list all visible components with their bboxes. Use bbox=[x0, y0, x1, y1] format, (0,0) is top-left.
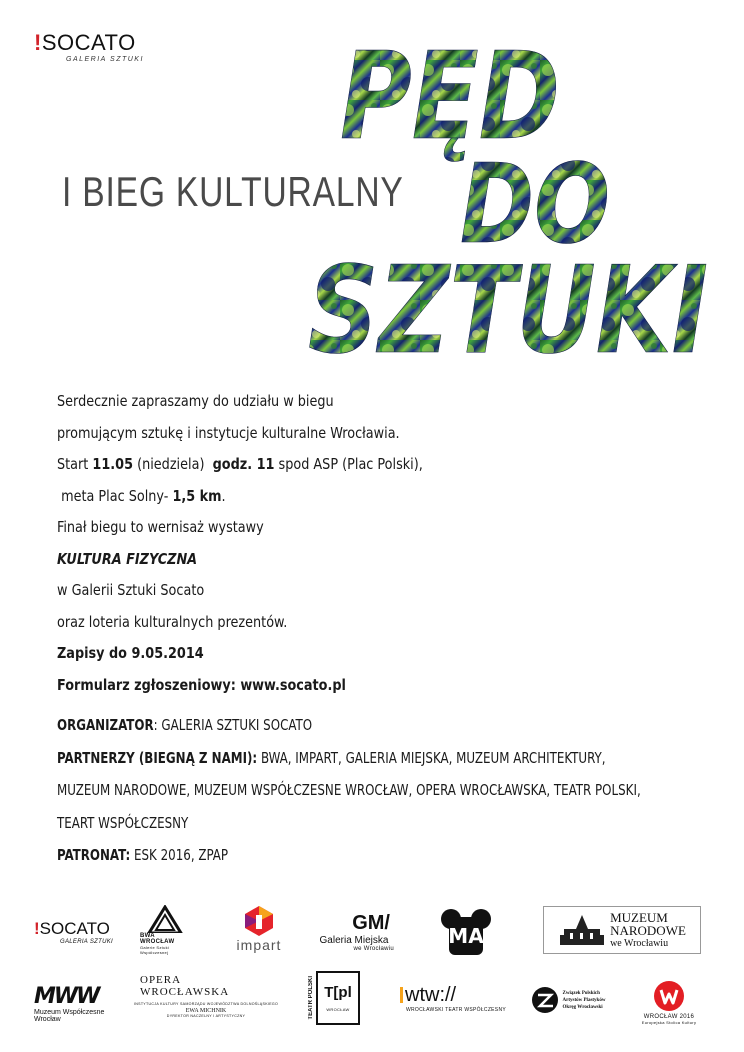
partners-value: BWA, IMPART, GALERIA MIEJSKA, MUZEUM ARCHITEKTURY, bbox=[257, 748, 606, 767]
organizer-label: ORGANIZATOR bbox=[57, 716, 154, 734]
svg-text:MA: MA bbox=[448, 924, 484, 948]
intro-line: Finał biegu to wernisaż wystawy bbox=[57, 518, 264, 536]
galeria-miejska-logo[interactable]: GM/ Galeria Miejska we Wrocławiu bbox=[319, 912, 394, 952]
title-line3: SZTUKI bbox=[308, 242, 708, 360]
museum-building-icon bbox=[558, 913, 606, 947]
socato-sub: GALERIA SZTUKI bbox=[66, 56, 144, 63]
muzeum-wspolczesne-logo[interactable]: MWW Muzeum Współczesne Wrocław bbox=[34, 983, 105, 1023]
muzeum-narodowe-logo[interactable]: MUZEUM NARODOWE we Wrocławiu bbox=[543, 906, 701, 954]
esk-w-icon bbox=[653, 980, 685, 1012]
intro-line: oraz loteria kulturalnych prezentów. bbox=[57, 612, 288, 631]
teatr-polski-logo[interactable]: TEATR POLSKI T[pl WROCŁAW bbox=[306, 970, 362, 1026]
intro-line-start: Start 11.05 (niedziela) godz. 11 spod ASP (Plac Polski), bbox=[57, 455, 423, 473]
start-date: 11.05 bbox=[92, 455, 134, 473]
wtw-logo[interactable]: wtw:// WROCŁAWSKI TEATR WSPÓŁCZESNY bbox=[400, 978, 512, 1018]
patron-value: ESK 2016, ZPAP bbox=[130, 846, 229, 864]
socato-logo[interactable]: !SOCATO GALERIA SZTUKI bbox=[34, 919, 113, 945]
socato-header-logo bbox=[34, 30, 144, 63]
partners-value: TEART WSPÓŁCZESNY bbox=[57, 813, 189, 832]
ma-mark-icon bbox=[439, 905, 493, 957]
wtw-bar-icon bbox=[400, 987, 403, 1003]
registration-form-link[interactable]: Formularz zgłoszeniowy: www.socato.pl bbox=[57, 675, 346, 694]
partners-value: MUZEUM NARODOWE, MUZEUM WSPÓŁCZESNE WROCŁAW, OPERA WROCŁAWSKA, TEATR POLSKI, bbox=[57, 781, 641, 799]
patron-label: PATRONAT: bbox=[57, 846, 131, 864]
intro-line-finish: meta Plac Solny- 1,5 km. bbox=[57, 486, 226, 505]
impart-logo[interactable]: impart bbox=[226, 900, 292, 958]
intro-text bbox=[57, 386, 646, 701]
exhibition-title: KULTURA FIZYCZNA bbox=[57, 549, 198, 568]
bwa-logo[interactable]: BWA WROCŁAW Galerie Sztuki Współczesnej bbox=[140, 905, 190, 955]
start-time: godz. 11 bbox=[212, 455, 275, 473]
socato-mark: ! bbox=[34, 30, 42, 55]
credits bbox=[57, 709, 691, 872]
subtitle: I BIEG KULTURALNY bbox=[62, 168, 404, 215]
distance: 1,5 km bbox=[172, 486, 222, 505]
title-line1: PĘD bbox=[340, 28, 560, 167]
esk-2016-logo[interactable]: WROCŁAW 2016 Europejska Stolica Kultury bbox=[636, 974, 702, 1030]
registration-deadline: Zapisy do 9.05.2014 bbox=[57, 644, 204, 662]
organizer-value: : GALERIA SZTUKI SOCATO bbox=[153, 716, 313, 734]
intro-line: Serdecznie zapraszamy do udziału w biegu bbox=[57, 392, 334, 410]
socato-name: SOCATO bbox=[41, 30, 136, 55]
zpap-logo[interactable]: Związek Polskich Artystów Plastyków Okręg Wrocławski bbox=[528, 980, 608, 1020]
zpap-mark-icon bbox=[531, 986, 559, 1014]
intro-line: w Galerii Sztuki Socato bbox=[57, 581, 205, 599]
opera-logo[interactable]: OPERA WROCŁAWSKA INSTYTUCJA KULTURY SAMORZĄDU WOJEWÓDZTWA DOLNOŚLĄSKIEGO EWA MICHNIK DYREKTOR NACZELNY I ARTYSTYCZNY bbox=[133, 974, 279, 1018]
bwa-triangle-icon bbox=[147, 905, 183, 933]
impart-mark-icon bbox=[243, 905, 275, 937]
partners-label: PARTNERZY (BIEGNĄ Z NAMI): bbox=[57, 748, 258, 767]
muzeum-architektury-logo[interactable] bbox=[436, 903, 496, 959]
intro-line: promującym sztukę i instytucje kulturalne Wrocławia. bbox=[57, 423, 400, 442]
title-line2: DO bbox=[460, 140, 610, 268]
